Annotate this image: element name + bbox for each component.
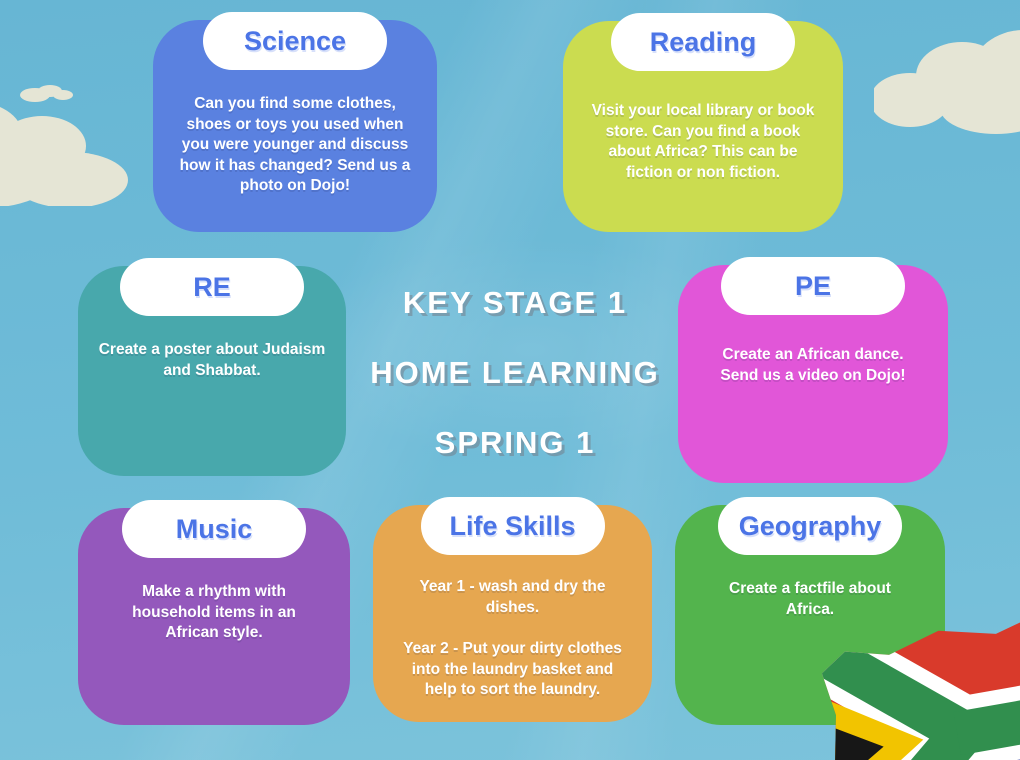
card-pe-title-pill bbox=[721, 257, 905, 315]
card-life-skills-label: Life Skills bbox=[449, 510, 576, 541]
title-line-home-learning: HOME LEARNING bbox=[370, 355, 660, 390]
card-music-title-pill bbox=[122, 500, 306, 558]
card-life-skills-body-year1: Year 1 - wash and dry the dishes. bbox=[419, 578, 606, 616]
card-reading-label: Reading bbox=[649, 26, 757, 57]
card-music-label: Music bbox=[175, 513, 253, 544]
card-science bbox=[153, 20, 437, 232]
card-pe-label: PE bbox=[794, 270, 832, 301]
card-reading-title-pill bbox=[611, 13, 795, 71]
card-pe-body: Create an African dance. Send us a video on Dojo! bbox=[720, 346, 906, 384]
card-science-body: Can you find some clothes, shoes or toys you used when you were younger and discuss how it has changed? Send us a photo on Dojo! bbox=[179, 95, 411, 195]
cloud-icon bbox=[20, 83, 74, 102]
cloud-icon bbox=[874, 26, 1020, 138]
cloud-icon bbox=[0, 88, 142, 206]
card-re-title-pill bbox=[120, 258, 304, 316]
card-life-skills-title-pill bbox=[421, 497, 605, 555]
card-re-label: RE bbox=[193, 271, 231, 302]
card-music bbox=[78, 508, 350, 725]
card-re bbox=[78, 266, 346, 476]
card-re-body: Create a poster about Judaism and Shabbat. bbox=[98, 341, 326, 379]
title-line-spring: SPRING 1 bbox=[434, 425, 596, 460]
card-science-label: Science bbox=[243, 25, 347, 56]
card-geography-body: Create a factfile about Africa. bbox=[729, 580, 891, 618]
poster-title bbox=[350, 285, 680, 461]
card-life-skills bbox=[373, 505, 652, 722]
card-reading-body: Visit your local library or book store. Can you find a book about Africa? This can be fiction or non fiction. bbox=[591, 102, 815, 181]
card-science-title-pill bbox=[203, 12, 387, 70]
title-line-key-stage: KEY STAGE 1 bbox=[402, 285, 628, 320]
card-pe bbox=[678, 265, 948, 483]
card-life-skills-body-year2: Year 2 - Put your dirty clothes into the laundry basket and help to sort the laundry. bbox=[403, 640, 622, 699]
card-geography-title-pill bbox=[718, 497, 902, 555]
card-reading bbox=[563, 21, 843, 232]
card-music-body: Make a rhythm with household items in an African style. bbox=[132, 583, 296, 642]
card-geography-label: Geography bbox=[738, 510, 882, 541]
